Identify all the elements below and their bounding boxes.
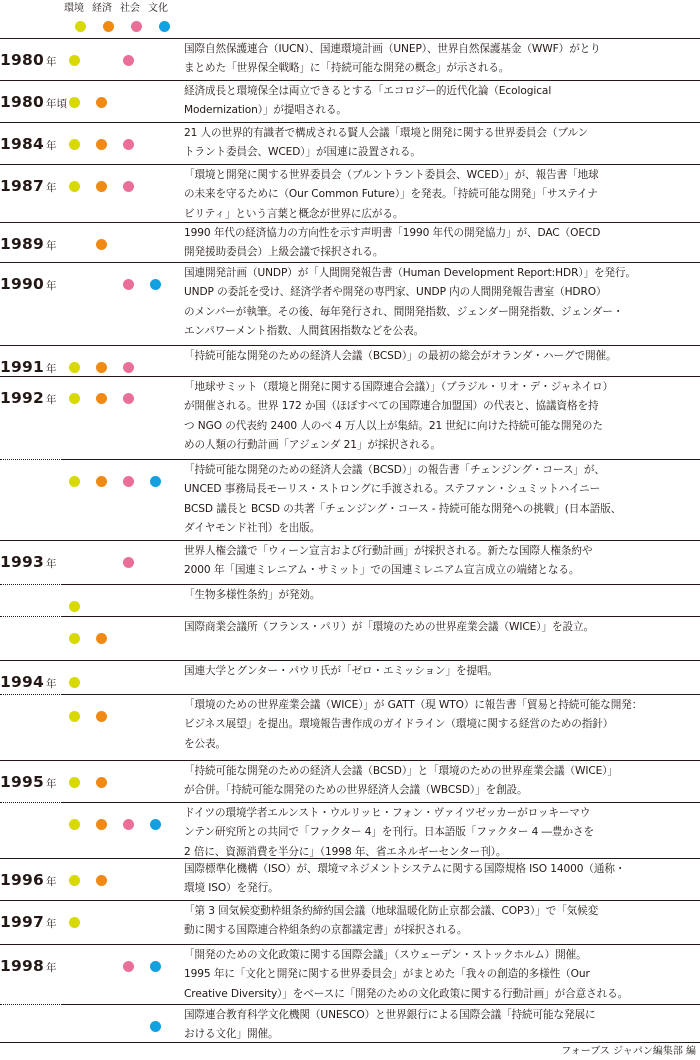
timeline-row [0,540,700,585]
year-label [0,553,57,573]
timeline-row [0,459,700,541]
timeline-row [0,660,700,695]
year-suffix: 年 [45,280,57,292]
bottom-rule [0,1042,700,1043]
year-number: 1989 [0,235,44,253]
event-description: 1990 年代の経済協力の方向性を示す声明書「1990 年代の開発協力」が、DAC（OECD 開発援助委員会）上級会議で採択される。 [184,227,601,259]
row-separator [62,584,700,585]
category-dot-env [69,819,80,830]
event-description: 国際連合教育科学文化機関（UNESCO）と世界銀行による国際会議「持続可能な発展に おける文化」開催。 [184,1009,596,1041]
legend-label-eco: 経済 [92,3,112,14]
year-suffix: 年頃 [45,98,68,110]
event-description: 国連大学とグンター・パウリ氏が「ゼロ・エミッション」を提唱。 [184,665,498,677]
year-suffix: 年 [45,778,57,790]
year-number: 1990 [0,275,44,293]
year-number: 1993 [0,553,44,571]
year-number: 1991 [0,358,44,376]
category-dot-soc [123,55,134,66]
year-suffix: 年 [45,56,57,68]
category-dot-env [69,777,80,788]
row-separator [62,616,700,617]
legend-dot-cul [159,21,170,32]
category-dot-eco [96,777,107,788]
category-dot-env [69,362,80,373]
event-description: 国連開発計画（UNDP）が「人間開発報告書（Human Development Report:HDR）」を発行。 UNDP の委託を受け、経済学者や開発の専門家、UNDP 内の人間開発報告書室（HDRO） のメンバーが執筆。その後、毎年発行され、間開発指数、ジェンダー開発指数、ジェンダー・ エンパワーメント指数、人間貧困指数などを公表。 [184,267,637,338]
category-dot-env [69,875,80,886]
row-separator [62,459,700,460]
event-description: 「環境のための世界産業会議（WICE）」が GATT（現 WTO）に報告書「貿易と持続可能な開発： ビジネス展望」を提出。環境報告書作成のガイドライン（環境に関する経営のための指針） を公表。 [184,699,643,750]
category-dot-soc [123,139,134,150]
category-dot-env [69,476,80,487]
category-dot-soc [123,557,134,568]
category-dot-eco [96,97,107,108]
editor-credit: フォーブス ジャパン編集部 編 [561,1046,696,1057]
category-dot-soc [123,362,134,373]
event-description: 「第 3 回気候変動枠組条約締約国会議（地球温暖化防止京都会議、COP3）」で「気候変 動に関する国際連合枠組条約の京都議定書」が採択される。 [184,905,599,937]
year-label [0,773,57,793]
category-dot-soc [123,819,134,830]
timeline-row [0,262,700,346]
timeline-row [0,760,700,803]
category-dot-eco [96,476,107,487]
event-description: 「持続可能な開発のための経済人会議（BCSD）」と「環境のための世界産業会議（WICE）」 が合併。「持続可能な開発のための世界経済人会議（WBCSD）」を創設。 [184,765,618,797]
event-description: 世界人権会議で「ウィーン宣言および行動計画」が採択される。新たな国際人権条約や 2000 年「国連ミレニアム・サミット」での国連ミレニアム宣言成立の端緒となる。 [184,545,593,577]
row-separator [62,694,700,695]
category-dot-eco [96,139,107,150]
category-dot-env [69,711,80,722]
year-suffix: 年 [45,962,57,974]
category-dot-env [69,55,80,66]
year-number: 1997 [0,913,44,931]
timeline-row [0,616,700,661]
event-description: 国際標準化機構（ISO）が、環境マネジメントシステムに関する国際規格 ISO 14000（通称・ 環境 ISO）を発行。 [184,863,626,895]
event-description: 21 人の世界的有識者で構成される賢人会議「環境と開発に関する世界委員会（ブルン トラント委員会、WCED）」が国連に設置される。 [184,127,589,159]
category-dot-soc [123,393,134,404]
category-dot-cul [150,476,161,487]
category-legend [64,3,184,37]
timeline-row [0,222,700,263]
year-suffix: 年 [45,394,57,406]
category-dot-env [69,677,80,688]
year-label [0,135,57,155]
event-description: 国際商業会議所（フランス・パリ）が「環境のための世界産業会議（WICE）」を設立。 [184,621,594,633]
event-description: 「生物多様性条約」が発効。 [184,589,321,601]
category-dot-env [69,633,80,644]
year-label [0,51,57,71]
category-dot-soc [123,961,134,972]
category-dot-env [69,601,80,612]
category-dot-eco [96,875,107,886]
year-label [0,358,57,378]
event-description: 「環境と開発に関する世界委員会（ブルントラント委員会、WCED）」が、報告書「地球 の未来を守るために（Our Common Future）」を発表。「持続可能な開発」「サステイナ ビリティ」という言葉と概念が世界に広がる。 [184,169,599,220]
legend-dot-env [75,21,86,32]
year-suffix: 年 [45,140,57,152]
event-description: 国際自然保護連合（IUCN）、国連環境計画（UNEP）、世界自然保護基金（WWF）がとり まとめた「世界保全戦略」に「持続可能な開発の概念」が示される。 [184,43,601,75]
timeline-row [0,80,700,123]
timeline-row [0,164,700,223]
category-dot-soc [123,279,134,290]
timeline-row [0,584,700,617]
year-number: 1984 [0,135,44,153]
category-dot-eco [96,633,107,644]
category-dot-env [69,917,80,928]
legend-dot-eco [103,21,114,32]
year-number: 1994 [0,673,44,691]
year-number: 1980 [0,51,44,69]
category-dot-env [69,181,80,192]
year-suffix: 年 [45,678,57,690]
category-dot-eco [96,181,107,192]
event-description: 「持続可能な開発のための経済人会議（BCSD）」の報告書「チェンジング・コース」が、 UNCED 事務局長モーリス・ストロングに手渡される。ステファン・シュミットハイニー BCSD 議長と BCSD の共著「チェンジング・コース - 持続可能な開発への挑戦」(日本語版、 ダイヤモンド社刊）を出版。 [184,464,622,535]
year-number: 1980 [0,93,44,111]
timeline-row [0,376,700,460]
timeline-row [0,944,700,1005]
event-description: ドイツの環境学者エルンスト・ウルリッヒ・フォン・ヴァイツゼッカーがロッキーマウ ンテン研究所との共同で「ファクター 4」を刊行。日本語版「ファクター 4 ―豊かさを 2 倍に、資源消費を半分に」（1998 年、省エネルギーセンター刊）。 [184,807,594,858]
category-dot-cul [150,819,161,830]
category-dot-env [69,139,80,150]
year-label [0,177,57,197]
year-number: 1992 [0,389,44,407]
legend-label-soc: 社会 [120,3,140,14]
category-dot-eco [96,393,107,404]
timeline-row [0,900,700,945]
event-description: 経済成長と環境保全は両立できるとする「エコロジー的近代化論（Ecological Modernization）」が提唱される。 [184,85,552,117]
year-label [0,275,57,295]
year-label [0,389,57,409]
year-label [0,957,57,977]
year-number: 1987 [0,177,44,195]
category-dot-eco [96,362,107,373]
category-dot-cul [150,1021,161,1032]
category-dot-soc [123,476,134,487]
timeline-row [0,1004,700,1043]
year-label [0,673,57,693]
timeline-row [0,122,700,165]
timeline-row [0,802,700,859]
category-dot-cul [150,279,161,290]
event-description: 「持続可能な開発のための経済人会議（BCSD）」の最初の総会がオランダ・ハーグで開催。 [184,350,617,362]
year-suffix: 年 [45,876,57,888]
category-dot-eco [96,239,107,250]
year-label [0,913,57,933]
legend-dot-soc [131,21,142,32]
timeline-row [0,345,700,377]
year-number: 1995 [0,773,44,791]
category-dot-env [69,393,80,404]
legend-label-env: 環境 [64,3,84,14]
year-number: 1998 [0,957,44,975]
year-suffix: 年 [45,182,57,194]
year-suffix: 年 [45,240,57,252]
row-separator [62,1004,700,1005]
event-description: 「地球サミット（環境と開発に関する国際連合会議）」（ブラジル・リオ・デ・ジャネイロ） が開催される。世界 172 か国（ほぼすべての国際連合加盟国）の代表と、協議資格を持 つ NGO の代表約 2400 人のべ 4 万人以上が集結。21 世紀に向けた持続可能な開発のた めの人類の行動計画「アジェンダ 21」が採択される。 [184,381,614,452]
row-separator [62,802,700,803]
event-description: 「開発のための文化政策に関する国際会議」（スウェーデン・ストックホルム）開催。 1995 年に「文化と開発に関する世界委員会」がまとめた「我々の創造的多様性（Our Creative Diversity）」をベースに「開発のための文化政策に関する行動計画」が合意される。 [184,949,629,1000]
timeline-row [0,694,700,761]
year-number: 1996 [0,871,44,889]
year-suffix: 年 [45,918,57,930]
category-dot-eco [96,819,107,830]
category-dot-soc [123,181,134,192]
timeline-row [0,858,700,901]
legend-label-cul: 文化 [148,3,168,14]
category-dot-env [69,97,80,108]
year-label [0,235,57,255]
year-suffix: 年 [45,558,57,570]
year-suffix: 年 [45,363,57,375]
category-dot-cul [150,961,161,972]
timeline-row [0,38,700,81]
year-label [0,93,67,113]
category-dot-eco [96,711,107,722]
year-label [0,871,57,891]
